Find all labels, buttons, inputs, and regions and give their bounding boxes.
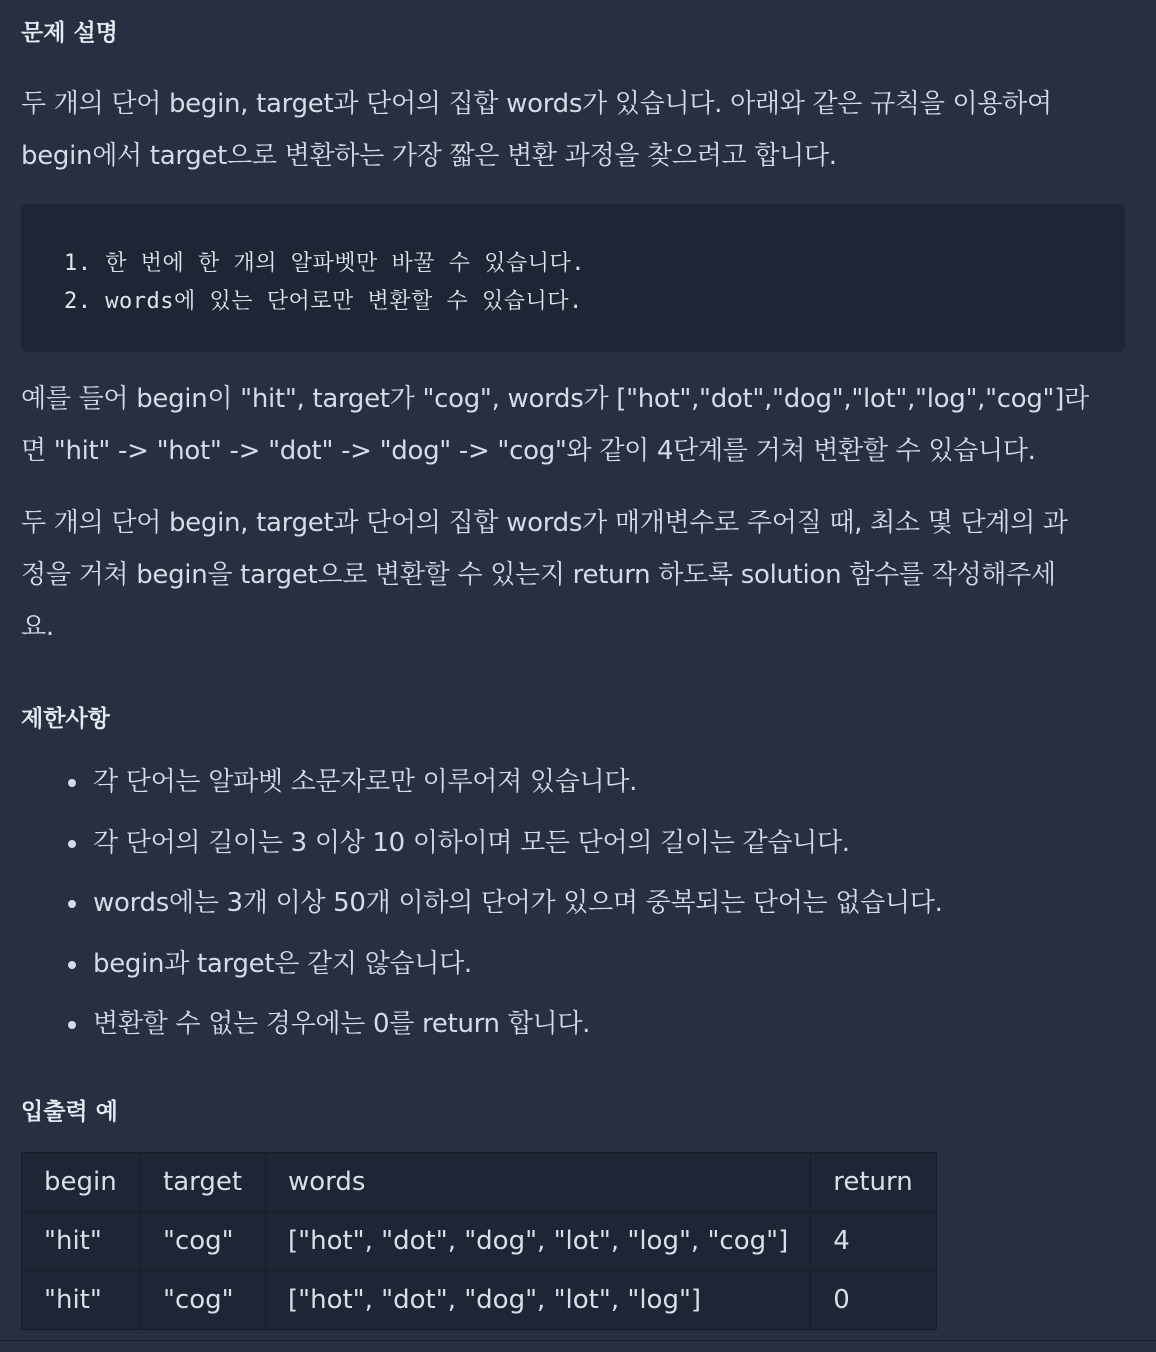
list-item: words에는 3개 이상 50개 이하의 단어가 있으며 중복되는 단어는 없습니다. (21, 873, 1121, 934)
divider (0, 1340, 1156, 1341)
rules-code-block (21, 204, 1125, 352)
bullet-icon (68, 1021, 76, 1029)
list-item: 각 단어는 알파벳 소문자로만 이루어져 있습니다. (21, 752, 1121, 813)
list-item: begin과 target은 같지 않습니다. (21, 934, 1121, 995)
task-line-3: 요. (21, 612, 54, 642)
io-heading: 입출력 예 (21, 1099, 118, 1125)
rule-2: 2. words에 있는 단어로만 변환할 수 있습니다. (64, 289, 583, 314)
table-row (22, 1271, 937, 1330)
header-return: return (811, 1153, 937, 1212)
bullet-icon (68, 840, 76, 848)
task-line-1: 두 개의 단어 begin, target과 단어의 집합 words가 매개변수로 주어질 때, 최소 몇 단계의 과 (21, 508, 1068, 538)
description-heading: 문제 설명 (21, 20, 118, 46)
header-begin: begin (22, 1153, 141, 1212)
task-paragraph (21, 497, 1133, 653)
task-line-2: 정을 거쳐 begin을 target으로 변환할 수 있는지 return 하도록 solution 함수를 작성해주세 (21, 560, 1056, 590)
constraints-heading: 제한사항 (21, 706, 110, 732)
io-example-table (21, 1152, 937, 1330)
cell-target: "cog" (141, 1212, 266, 1271)
header-words: words (266, 1153, 811, 1212)
cell-return: 4 (811, 1212, 937, 1271)
intro-line-2: begin에서 target으로 변환하는 가장 짧은 변환 과정을 찾으려고 합니다. (21, 141, 837, 171)
list-item: 각 단어의 길이는 3 이상 10 이하이며 모든 단어의 길이는 같습니다. (21, 813, 1121, 874)
list-item: 변환할 수 없는 경우에는 0를 return 합니다. (21, 994, 1121, 1055)
example-line-2: 면 "hit" -> "hot" -> "dot" -> "dog" -> "cog"와 같이 4단계를 거쳐 변환할 수 있습니다. (21, 436, 1036, 466)
bullet-icon (68, 961, 76, 969)
example-paragraph (21, 373, 1133, 477)
table-row (22, 1212, 937, 1271)
cell-return: 0 (811, 1271, 937, 1330)
cell-begin: "hit" (22, 1212, 141, 1271)
header-target: target (141, 1153, 266, 1212)
bullet-icon (68, 900, 76, 908)
intro-line-1: 두 개의 단어 begin, target과 단어의 집합 words가 있습니다. 아래와 같은 규칙을 이용하여 (21, 89, 1052, 119)
constraints-list (21, 752, 1121, 1055)
rule-1: 1. 한 번에 한 개의 알파벳만 바꿀 수 있습니다. (64, 251, 585, 276)
bullet-icon (68, 779, 76, 787)
example-line-1: 예를 들어 begin이 "hit", target가 "cog", words가 ["hot","dot","dog","lot","log","cog"]라 (21, 384, 1089, 414)
cell-begin: "hit" (22, 1271, 141, 1330)
intro-paragraph (21, 78, 1133, 182)
cell-words: ["hot", "dot", "dog", "lot", "log", "cog"] (266, 1212, 811, 1271)
cell-words: ["hot", "dot", "dog", "lot", "log"] (266, 1271, 811, 1330)
table-header-row (22, 1153, 937, 1212)
cell-target: "cog" (141, 1271, 266, 1330)
